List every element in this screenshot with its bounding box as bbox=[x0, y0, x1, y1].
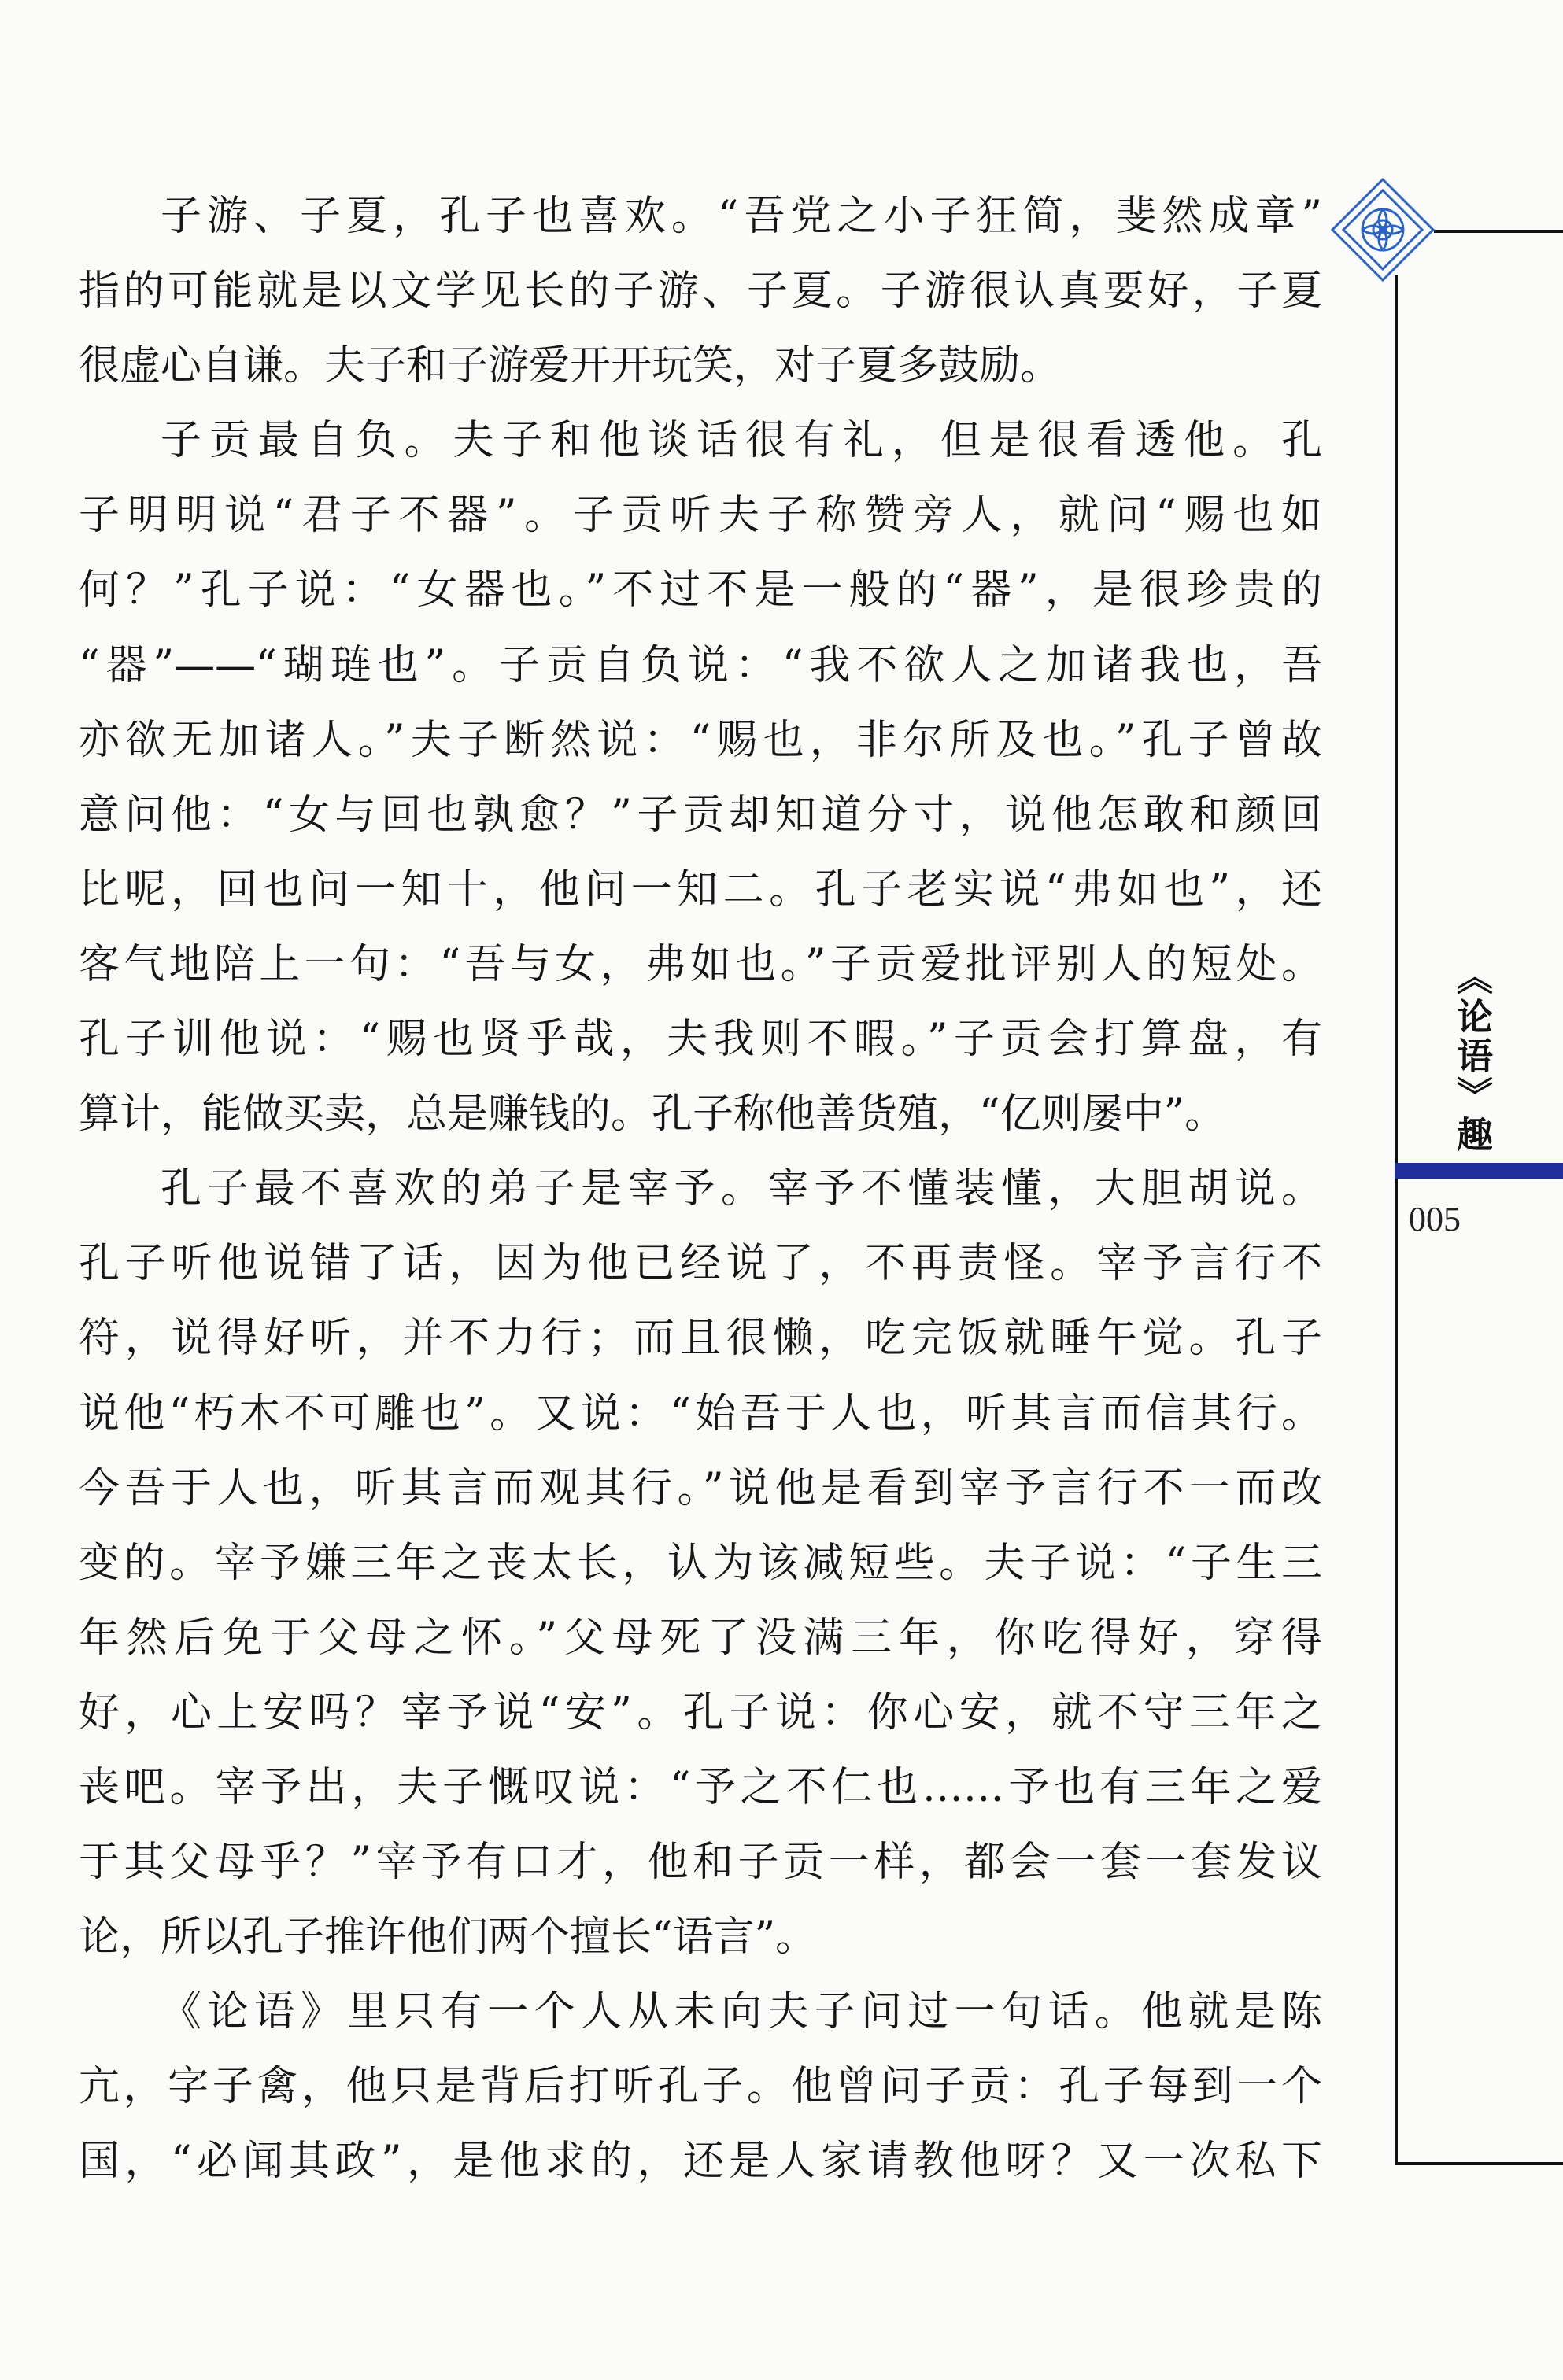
text-line: 好，心上安吗？宰予说“安”。孔子说：你心安，就不守三年之 bbox=[79, 1688, 1322, 1736]
text-line: 孔子最不喜欢的弟子是宰予。宰予不懂装懂，大胆胡说。 bbox=[161, 1165, 1322, 1213]
text-line: 孔子听他说错了话，因为他已经说了，不再责怪。宰予言行不 bbox=[79, 1240, 1322, 1288]
running-title: 《论语》趣 bbox=[1451, 958, 1494, 1155]
text-line: 说他“朽木不可雕也”。又说：“始吾于人也，听其言而信其行。 bbox=[79, 1389, 1322, 1437]
frame-top-rule bbox=[1434, 230, 1563, 233]
text-line: 客气地陪上一句：“吾与女，弗如也。”子贡爱批评别人的短处。 bbox=[79, 940, 1322, 988]
text-line: 指的可能就是以文学见长的子游、子夏。子游很认真要好，子夏 bbox=[79, 268, 1322, 315]
text-line: 孔子训他说：“赐也贤乎哉，夫我则不暇。”子贡会打算盘，有 bbox=[79, 1016, 1322, 1064]
frame-side-rule bbox=[1395, 275, 1398, 2164]
text-line: 亢，字子禽，他只是背后打听孔子。他曾问子贡：孔子每到一个 bbox=[79, 2063, 1322, 2111]
text-line: 于其父母乎？”宰予有口才，他和子贡一样，都会一套一套发议 bbox=[79, 1839, 1322, 1887]
text-line: 何？”孔子说：“女器也。”不过不是一般的“器”，是很珍贵的 bbox=[79, 566, 1322, 614]
text-line: 亦欲无加诸人。”夫子断然说：“赐也，非尔所及也。”孔子曾故 bbox=[79, 716, 1322, 764]
text-line: 《论语》里只有一个人从未向夫子问过一句话。他就是陈 bbox=[161, 1988, 1322, 2036]
body-text bbox=[79, 179, 1322, 2200]
text-line: 比呢，回也问一知十，他问一知二。孔子老实说“弗如也”，还 bbox=[79, 865, 1322, 913]
text-line: 子贡最自负。夫子和他谈话很有礼，但是很看透他。孔 bbox=[161, 417, 1322, 465]
text-line: “器”——“瑚琏也”。子贡自负说：“我不欲人之加诸我也，吾 bbox=[79, 641, 1322, 689]
text-line: 子明明说“君子不器”。子贡听夫子称赞旁人，就问“赐也如 bbox=[79, 492, 1322, 540]
text-line: 丧吧。宰予出，夫子慨叹说：“予之不仁也……予也有三年之爱 bbox=[79, 1763, 1322, 1811]
text-line: 子游、子夏，孔子也喜欢。“吾党之小子狂简，斐然成章” bbox=[161, 193, 1322, 240]
text-line: 很虚心自谦。夫子和子游爱开开玩笑，对子夏多鼓励。 bbox=[79, 342, 1062, 390]
frame-bottom-rule bbox=[1395, 2162, 1563, 2165]
text-line: 算计，能做买卖，总是赚钱的。孔子称他善货殖，“亿则屡中”。 bbox=[79, 1090, 1226, 1138]
text-line: 符，说得好听，并不力行；而且很懒，吃完饭就睡午觉。孔子 bbox=[79, 1315, 1322, 1363]
text-line: 年然后免于父母之怀。”父母死了没满三年，你吃得好，穿得 bbox=[79, 1614, 1322, 1662]
text-line: 国，“必闻其政”，是他求的，还是人家请教他呀？又一次私下 bbox=[79, 2138, 1322, 2186]
diamond-ornament-icon bbox=[1328, 175, 1438, 285]
page-number: 005 bbox=[1409, 1200, 1461, 1238]
text-line: 变的。宰予嫌三年之丧太长，认为该减短些。夫子说：“子生三 bbox=[79, 1539, 1322, 1587]
accent-band bbox=[1395, 1163, 1563, 1179]
text-line: 论，所以孔子推许他们两个擅长“语言”。 bbox=[79, 1913, 817, 1961]
text-line: 今吾于人也，听其言而观其行。”说他是看到宰予言行不一而改 bbox=[79, 1464, 1322, 1512]
text-line: 意问他：“女与回也孰愈？”子贡却知道分寸，说他怎敢和颜回 bbox=[79, 791, 1322, 839]
